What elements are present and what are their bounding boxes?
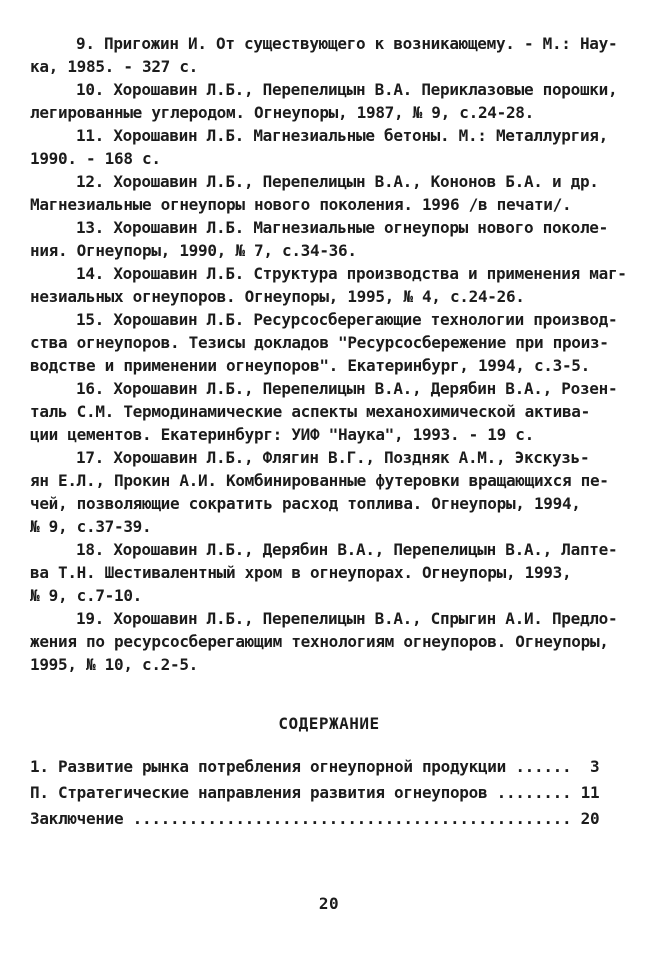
reference-entry-17 [30, 446, 658, 538]
reference-line: 13. Хорошавин Л.Б. Магнезиальные огнеупоры нового поколе- [76, 218, 608, 237]
reference-line: таль С.М. Термодинамические аспекты механохимической актива- [30, 402, 590, 421]
reference-entry-13 [30, 216, 658, 262]
reference-line: 17. Хорошавин Л.Б., Флягин В.Г., Поздняк А.М., Экскузь- [76, 448, 590, 467]
reference-line: Магнезиальные огнеупоры нового поколения. 1996 /в печати/. [30, 195, 572, 214]
table-of-contents [0, 754, 658, 832]
reference-line: ка, 1985. - 327 с. [30, 57, 198, 76]
reference-line: ян Е.Л., Прокин А.И. Комбинированные футеровки вращающихся пе- [30, 471, 609, 490]
reference-entry-14 [30, 262, 658, 308]
reference-line: № 9, с.37-39. [30, 517, 152, 536]
reference-line: ния. Огнеупоры, 1990, № 7, с.34-36. [30, 241, 357, 260]
reference-line: жения по ресурсосберегающим технологиям огнеупоров. Огнеупоры, [30, 632, 609, 651]
toc-page-number: 20 [580, 809, 600, 828]
reference-line: 1990. - 168 с. [30, 149, 161, 168]
toc-leader-dots: ........ [487, 783, 581, 802]
toc-item [30, 806, 658, 832]
reference-line: 10. Хорошавин Л.Б., Перепелицын В.А. Периклазовые порошки, [76, 80, 618, 99]
reference-line: 1995, № 10, с.2-5. [30, 655, 198, 674]
reference-line: ва Т.Н. Шестивалентный хром в огнеупорах. Огнеупоры, 1993, [30, 563, 572, 582]
reference-line: 16. Хорошавин Л.Б., Перепелицын В.А., Дерябин В.А., Розен- [76, 379, 618, 398]
toc-page-number: 11 [580, 783, 600, 802]
reference-line: 11. Хорошавин Л.Б. Магнезиальные бетоны. М.: Металлургия, [76, 126, 608, 145]
toc-item [30, 754, 658, 780]
reference-line: № 9, с.7-10. [30, 586, 142, 605]
page-number: 20 [318, 894, 340, 913]
reference-line: 14. Хорошавин Л.Б. Структура производства и применения маг- [76, 264, 627, 283]
reference-line: ства огнеупоров. Тезисы докладов "Ресурсосбережение при произ- [30, 333, 609, 352]
reference-entry-16 [30, 377, 658, 446]
toc-item [30, 780, 658, 806]
reference-line: 9. Пригожин И. От существующего к возникающему. - М.: Нау- [76, 34, 618, 53]
toc-item-label: П. Стратегические направления развития огнеупоров [30, 783, 488, 802]
reference-entry-9 [30, 32, 658, 78]
reference-entry-11 [30, 124, 658, 170]
reference-entry-10 [30, 78, 658, 124]
reference-line: 18. Хорошавин Л.Б., Дерябин В.А., Перепелицын В.А., Лапте- [76, 540, 618, 559]
reference-entry-15 [30, 308, 658, 377]
toc-item-label: Заключение [30, 809, 124, 828]
toc-leader-dots: ...... [505, 757, 581, 776]
reference-line: ции цементов. Екатеринбург: УИФ "Наука", 1993. - 19 с. [30, 425, 534, 444]
toc-leader-dots: ............................................... [123, 809, 581, 828]
reference-line: водстве и применении огнеупоров". Екатеринбург, 1994, с.3-5. [30, 356, 590, 375]
reference-line: чей, позволяющие сократить расход топлива. Огнеупоры, 1994, [30, 494, 581, 513]
reference-line: 19. Хорошавин Л.Б., Перепелицын В.А., Спрыгин А.И. Предло- [76, 609, 618, 628]
reference-line: легированные углеродом. Огнеупоры, 1987, № 9, с.24-28. [30, 103, 534, 122]
reference-entry-18 [30, 538, 658, 607]
toc-page-number: 3 [580, 757, 600, 776]
reference-entry-19 [30, 607, 658, 676]
reference-line: 12. Хорошавин Л.Б., Перепелицын В.А., Кононов Б.А. и др. [76, 172, 599, 191]
toc-item-label: 1. Развитие рынка потребления огнеупорной продукции [30, 757, 506, 776]
reference-line: незиальных огнеупоров. Огнеупоры, 1995, № 4, с.24-26. [30, 287, 525, 306]
contents-heading: СОДЕРЖАНИЕ [278, 714, 380, 733]
reference-entry-12 [30, 170, 658, 216]
reference-line: 15. Хорошавин Л.Б. Ресурсосберегающие технологии производ- [76, 310, 618, 329]
